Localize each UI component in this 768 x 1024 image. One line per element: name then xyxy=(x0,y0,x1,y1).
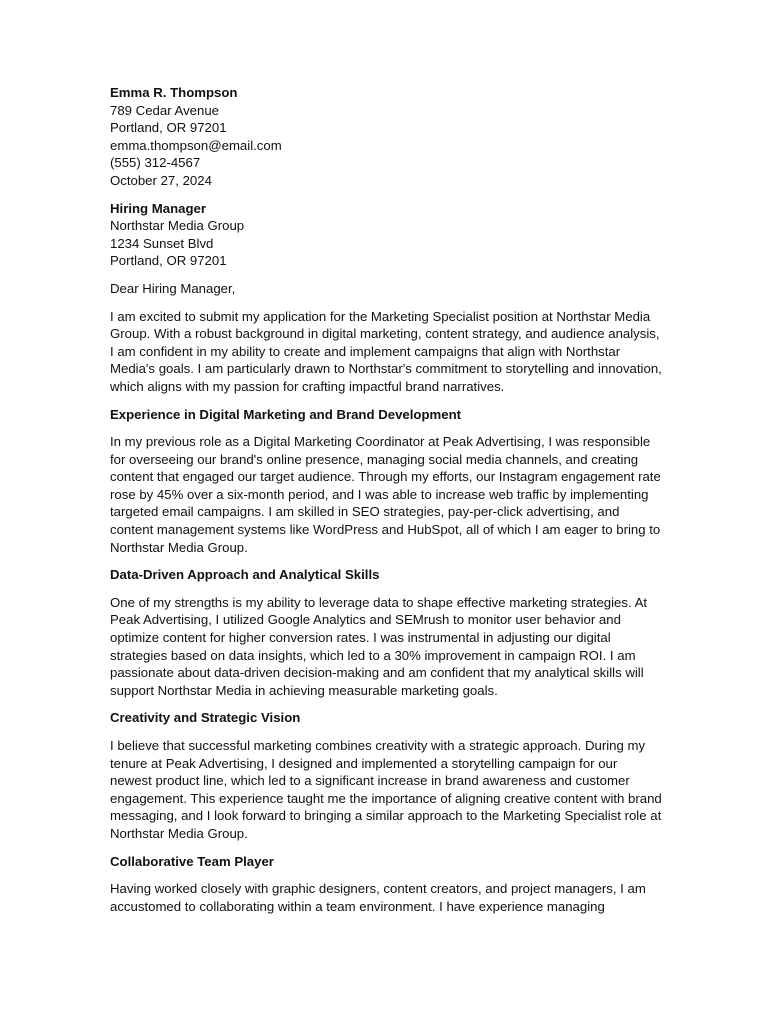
letter-date: October 27, 2024 xyxy=(110,172,212,188)
sender-city: Portland, OR 97201 xyxy=(110,120,227,136)
sender-name: Emma R. Thompson xyxy=(110,85,238,100)
section-analytics xyxy=(110,566,662,699)
sender-phone: (555) 312-4567 xyxy=(110,155,201,171)
intro-paragraph: I am excited to submit my application for the Marketing Specialist position at Northstar Media Group. With a robust background in digital marketing, content strategy, and audience analysis, I am confident in my ability to create and implement campaigns that align with Northstar Media's goals. I am particularly drawn to Northstar's commitment to storytelling and innovation, which aligns with my passion for crafting impactful brand narratives. xyxy=(110,308,662,394)
salutation: Dear Hiring Manager, xyxy=(110,280,236,296)
section-body: In my previous role as a Digital Marketing Coordinator at Peak Advertising, I was responsible for overseeing our brand's online presence, managing social media channels, and creating content that engaged our target audience. Through my efforts, our Instagram engagement rate rose by 45% over a six-month period, and I was able to increase web traffic by implementing targeted email campaigns. I am skilled in SEO strategies, pay-per-click advertising, and content management systems like WordPress and HubSpot, all of which I am eager to bring to Northstar Media Group. xyxy=(110,434,661,555)
cover-letter xyxy=(110,84,662,915)
section-body: I believe that successful marketing combines creativity with a strategic approach. During my tenure at Peak Advertising, I designed and implemented a storytelling campaign for our newest product line, which led to a significant increase in brand awareness and customer engagement. This experience taught me the importance of aligning creative content with brand messaging, and I look forward to bringing a similar approach to the Marketing Specialist role at Northstar Media Group. xyxy=(110,738,662,841)
section-teamwork xyxy=(110,853,662,916)
sender-address: 789 Cedar Avenue xyxy=(110,102,220,118)
sender-email: emma.thompson@email.com xyxy=(110,137,282,153)
recipient-company: Northstar Media Group xyxy=(110,218,245,234)
section-creativity xyxy=(110,709,662,842)
section-body: One of my strengths is my ability to leverage data to shape effective marketing strategies. At Peak Advertising, I utilized Google Analytics and SEMrush to monitor user behavior and optimize content for higher conversion rates. I was instrumental in adjusting our digital strategies based on data insights, which led to a 30% improvement in campaign ROI. I am passionate about data-driven decision-making and am confident that my analytical skills will support Northstar Media in achieving measurable marketing goals. xyxy=(110,594,648,698)
sender-block xyxy=(110,84,662,190)
recipient-block xyxy=(110,200,662,270)
section-heading: Collaborative Team Player xyxy=(110,853,274,869)
section-heading: Data-Driven Approach and Analytical Skills xyxy=(110,567,380,583)
recipient-address: 1234 Sunset Blvd xyxy=(110,235,214,251)
section-heading: Creativity and Strategic Vision xyxy=(110,710,301,726)
section-experience xyxy=(110,406,662,557)
recipient-city: Portland, OR 97201 xyxy=(110,253,227,269)
section-heading: Experience in Digital Marketing and Brand Development xyxy=(110,406,462,422)
recipient-title: Hiring Manager xyxy=(110,200,206,216)
section-body: Having worked closely with graphic designers, content creators, and project managers, I am accustomed to collaborating within a team environment. I have experience managing xyxy=(110,881,646,914)
